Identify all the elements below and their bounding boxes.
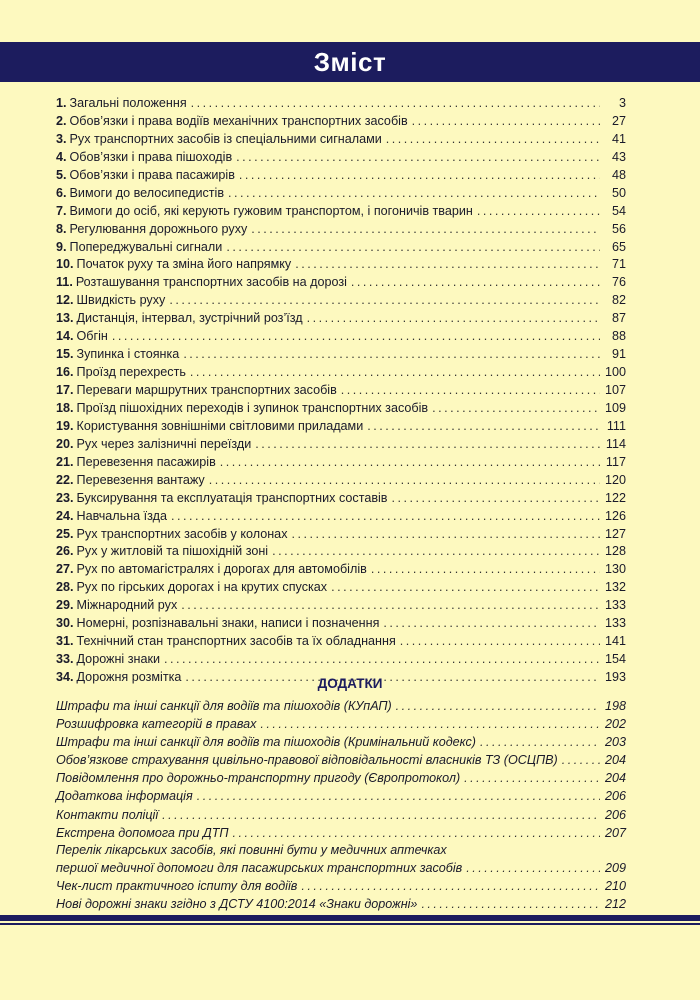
dot-leader bbox=[239, 167, 600, 185]
appendix-entry-title: Перелік лікарських засобів, які повинні бути у медичних аптечках bbox=[56, 842, 447, 857]
toc-entry[interactable] bbox=[56, 454, 626, 472]
dot-leader bbox=[307, 310, 600, 328]
toc-entry-title: Переваги маршрутних транспортних засобів bbox=[76, 383, 337, 397]
toc-entry-page: 132 bbox=[604, 580, 626, 595]
toc-entry-title: Дистанція, інтервал, зустрічний роз’їзд bbox=[76, 311, 303, 326]
appendix-entry-title: Штрафи та інші санкції для водіїв та пішоходів (КУпАП) bbox=[56, 699, 392, 713]
toc-entry[interactable] bbox=[56, 221, 626, 239]
toc-entry-page: 54 bbox=[611, 203, 626, 218]
dot-leader bbox=[292, 526, 601, 544]
toc-entry[interactable] bbox=[56, 418, 626, 436]
toc-entry[interactable] bbox=[56, 346, 626, 364]
appendix-entry[interactable] bbox=[56, 806, 626, 824]
toc-entry-title: Обов’язки і права водіїв механічних транспортних засобів bbox=[69, 113, 408, 128]
toc-entry-title: Рух по гірських дорогах і на крутих спусках bbox=[76, 580, 328, 595]
appendix-entry-page: 204 bbox=[604, 753, 626, 768]
toc-entry-number: 14. bbox=[56, 329, 74, 344]
toc-entry-page: 141 bbox=[604, 634, 626, 649]
toc-entry-number: 31. bbox=[56, 634, 74, 649]
toc-entry[interactable] bbox=[56, 472, 626, 490]
toc-entry-page: 3 bbox=[618, 96, 626, 110]
toc-entry-title: Рух у житловій та пішохідній зоні bbox=[76, 544, 269, 559]
toc-entry-title: Дорожня розмітка bbox=[76, 670, 182, 684]
toc-entry[interactable] bbox=[56, 310, 626, 328]
toc-entry-page: 127 bbox=[604, 526, 626, 541]
toc-entry-title: Рух транспортних засобів із спеціальними сигналами bbox=[69, 131, 382, 146]
toc-entry-page: 91 bbox=[611, 347, 626, 362]
appendix-entry-title: Чек-лист практичного іспиту для водіїв bbox=[56, 878, 298, 893]
toc-entry-title: Розташування транспортних засобів на дорозі bbox=[75, 275, 347, 290]
toc-entry[interactable] bbox=[56, 490, 626, 508]
toc-entry-number: 27. bbox=[56, 562, 74, 577]
appendix-heading: ДОДАТКИ bbox=[317, 676, 383, 691]
dot-leader bbox=[392, 490, 601, 508]
dot-leader bbox=[331, 579, 600, 597]
toc-entry[interactable] bbox=[56, 382, 626, 400]
toc-entry-number: 6. bbox=[56, 185, 67, 200]
appendix-entry-title: Повідомлення про дорожньо-транспортну пригоду (Європротокол) bbox=[56, 771, 461, 786]
toc-entry[interactable] bbox=[56, 633, 626, 651]
appendix-entry[interactable] bbox=[56, 895, 626, 913]
dot-leader bbox=[181, 597, 600, 615]
toc-entry[interactable] bbox=[56, 543, 626, 561]
toc-entry-page: 107 bbox=[604, 383, 626, 397]
toc-entry[interactable] bbox=[56, 561, 626, 579]
toc-entry[interactable] bbox=[56, 328, 626, 346]
toc-entry[interactable] bbox=[56, 526, 626, 544]
dot-leader bbox=[236, 149, 600, 167]
appendix-entry[interactable] bbox=[56, 751, 626, 769]
toc-entry-number: 18. bbox=[56, 400, 74, 415]
toc-entry-title: Технічний стан транспортних засобів та їх обладнання bbox=[76, 634, 396, 649]
toc-entry-number: 24. bbox=[56, 508, 74, 523]
toc-entry-number: 25. bbox=[56, 526, 74, 541]
dot-leader bbox=[251, 221, 600, 239]
toc-entry-number: 20. bbox=[56, 436, 74, 451]
toc-entry-title: Обов’язки і права пасажирів bbox=[69, 167, 235, 182]
toc-entry-page: 133 bbox=[604, 598, 626, 613]
toc-entry[interactable] bbox=[56, 95, 626, 113]
toc-entry-title: Проїзд пішохідних переходів і зупинок транспортних засобів bbox=[76, 400, 429, 415]
toc-entry[interactable] bbox=[56, 185, 626, 203]
toc-entry-title: Буксирування та експлуатація транспортних составів bbox=[76, 490, 388, 505]
table-of-contents bbox=[56, 95, 626, 687]
toc-entry-number: 16. bbox=[56, 365, 74, 380]
appendix-entry[interactable] bbox=[56, 859, 626, 877]
appendix-entry-page: 212 bbox=[604, 896, 626, 911]
dot-leader bbox=[197, 787, 600, 805]
dot-leader bbox=[209, 472, 600, 490]
toc-entry-title: Користування зовнішніми світловими приладами bbox=[76, 418, 364, 433]
toc-entry-page: 122 bbox=[604, 490, 626, 505]
toc-entry-title: Міжнародний рух bbox=[76, 598, 178, 613]
dot-leader bbox=[421, 895, 600, 913]
appendix-entry-title: першої медичної допомоги для пасажирських транспортних засобів bbox=[56, 860, 463, 875]
dot-leader bbox=[164, 651, 600, 669]
toc-entry[interactable] bbox=[56, 167, 626, 185]
toc-entry-title: Рух транспортних засобів у колонах bbox=[76, 526, 288, 541]
dot-leader bbox=[371, 561, 600, 579]
toc-entry-number: 34. bbox=[56, 670, 74, 684]
dot-leader bbox=[228, 185, 600, 203]
toc-entry-title: Початок руху та зміна його напрямку bbox=[76, 257, 292, 272]
appendix-entry[interactable] bbox=[56, 824, 626, 842]
toc-entry-number: 22. bbox=[56, 472, 74, 487]
appendix-entry-page: 202 bbox=[604, 717, 626, 732]
appendix-entry-page: 198 bbox=[604, 699, 626, 713]
dot-leader bbox=[400, 633, 600, 651]
dot-leader bbox=[233, 824, 600, 842]
dot-leader bbox=[255, 436, 600, 454]
toc-entry-page: 133 bbox=[604, 616, 626, 631]
appendix-entry[interactable] bbox=[56, 877, 626, 895]
dot-leader bbox=[169, 292, 600, 310]
toc-entry-number: 29. bbox=[56, 598, 74, 613]
appendix-entry-title: Обов’язкове страхування цивільно-правової відповідальності власників ТЗ (ОСЦПВ) bbox=[56, 753, 558, 768]
dot-leader bbox=[386, 131, 600, 149]
toc-entry-page: 87 bbox=[611, 311, 626, 326]
toc-entry[interactable] bbox=[56, 113, 626, 131]
appendix-entry-page: 210 bbox=[604, 878, 626, 893]
toc-entry-title: Обгін bbox=[76, 329, 108, 344]
toc-entry[interactable] bbox=[56, 274, 626, 292]
dot-leader bbox=[112, 328, 600, 346]
appendix-entry[interactable] bbox=[56, 842, 626, 859]
toc-entry-number: 10. bbox=[56, 257, 74, 272]
toc-entry[interactable] bbox=[56, 364, 626, 382]
dot-leader bbox=[301, 877, 600, 895]
toc-entry[interactable] bbox=[56, 203, 626, 221]
toc-entry-page: 117 bbox=[605, 454, 626, 469]
toc-entry-title: Проїзд перехресть bbox=[76, 365, 186, 380]
appendix-entry-title: Розшифровка категорій в правах bbox=[56, 717, 257, 732]
toc-entry[interactable] bbox=[56, 579, 626, 597]
dot-leader bbox=[477, 203, 600, 221]
toc-entry-number: 7. bbox=[56, 203, 67, 218]
bottom-divider bbox=[0, 923, 700, 925]
appendix-entry[interactable] bbox=[56, 697, 626, 715]
toc-entry-number: 8. bbox=[56, 221, 67, 236]
toc-entry-page: 114 bbox=[605, 436, 626, 451]
toc-entry-number: 17. bbox=[56, 383, 74, 397]
toc-entry-page: 130 bbox=[604, 562, 626, 577]
toc-entry[interactable] bbox=[56, 597, 626, 615]
dot-leader bbox=[191, 95, 600, 113]
dot-leader bbox=[351, 274, 600, 292]
toc-entry-page: 109 bbox=[604, 400, 626, 415]
toc-entry-number: 13. bbox=[56, 311, 74, 326]
toc-entry-number: 23. bbox=[56, 490, 74, 505]
appendix-entry[interactable] bbox=[56, 787, 626, 805]
toc-entry-number: 28. bbox=[56, 580, 74, 595]
toc-entry-title: Рух через залізничні переїзди bbox=[76, 436, 252, 451]
appendix-list bbox=[56, 697, 626, 913]
toc-entry-title: Перевезення пасажирів bbox=[76, 454, 216, 469]
toc-entry-page: 126 bbox=[604, 508, 626, 523]
toc-entry[interactable] bbox=[56, 436, 626, 454]
appendix-entry-title: Контакти поліції bbox=[56, 807, 159, 822]
dot-leader bbox=[295, 256, 600, 274]
toc-entry[interactable] bbox=[56, 400, 626, 418]
toc-entry-number: 3. bbox=[56, 131, 67, 146]
toc-entry-number: 21. bbox=[56, 454, 74, 469]
toc-entry-title: Зупинка і стоянка bbox=[76, 347, 180, 362]
toc-entry-page: 48 bbox=[611, 167, 626, 182]
bottom-bar bbox=[0, 915, 700, 921]
toc-entry-number: 1. bbox=[56, 96, 67, 110]
toc-entry-number: 2. bbox=[56, 113, 67, 128]
appendix-entry-page: 206 bbox=[604, 789, 626, 804]
dot-leader bbox=[272, 543, 600, 561]
dot-leader bbox=[464, 769, 600, 787]
toc-entry-title: Загальні положення bbox=[69, 96, 187, 110]
toc-entry-page: 111 bbox=[606, 418, 626, 433]
toc-entry-title: Попереджувальні сигнали bbox=[69, 239, 223, 254]
toc-entry-number: 33. bbox=[56, 652, 74, 667]
dot-leader bbox=[383, 615, 600, 633]
toc-entry-page: 27 bbox=[611, 113, 626, 128]
toc-entry[interactable] bbox=[56, 292, 626, 310]
toc-entry-title: Обов’язки і права пішоходів bbox=[69, 149, 233, 164]
toc-entry-page: 76 bbox=[611, 275, 626, 290]
toc-entry-page: 154 bbox=[604, 652, 626, 667]
toc-entry-title: Перевезення вантажу bbox=[76, 472, 205, 487]
appendix-entry[interactable] bbox=[56, 769, 626, 787]
dot-leader bbox=[260, 715, 600, 733]
toc-entry-number: 12. bbox=[56, 293, 74, 308]
appendix-entry-title: Додаткова інформація bbox=[56, 789, 193, 804]
toc-entry-page: 56 bbox=[611, 221, 626, 236]
dot-leader bbox=[190, 364, 600, 382]
dot-leader bbox=[226, 239, 600, 257]
dot-leader bbox=[396, 697, 600, 715]
toc-entry-page: 65 bbox=[611, 239, 626, 254]
toc-entry-number: 15. bbox=[56, 347, 74, 362]
dot-leader bbox=[466, 859, 600, 877]
toc-entry-number: 26. bbox=[56, 544, 74, 559]
toc-entry-number: 11. bbox=[56, 275, 73, 290]
appendix-entry-page: 203 bbox=[604, 735, 626, 750]
toc-entry-page: 100 bbox=[604, 365, 626, 380]
appendix-entry-title: Нові дорожні знаки згідно з ДСТУ 4100:2014 «Знаки дорожні» bbox=[56, 896, 418, 911]
toc-entry[interactable] bbox=[56, 256, 626, 274]
dot-leader bbox=[480, 733, 600, 751]
toc-entry-number: 5. bbox=[56, 167, 67, 182]
toc-entry-page: 50 bbox=[611, 185, 626, 200]
toc-entry[interactable] bbox=[56, 131, 626, 149]
toc-entry-page: 71 bbox=[611, 257, 626, 272]
toc-entry-title: Вимоги до велосипедистів bbox=[69, 185, 225, 200]
toc-entry-title: Рух по автомагістралях і дорогах для автомобілів bbox=[76, 562, 367, 577]
appendix-entry-page: 206 bbox=[604, 807, 626, 822]
toc-entry-number: 19. bbox=[56, 418, 74, 433]
toc-entry-title: Навчальна їзда bbox=[76, 508, 168, 523]
toc-entry-page: 41 bbox=[611, 131, 626, 146]
appendix-entry-page: 209 bbox=[604, 860, 626, 875]
dot-leader bbox=[562, 751, 600, 769]
toc-entry-number: 4. bbox=[56, 149, 67, 164]
dot-leader bbox=[367, 418, 600, 436]
toc-entry-page: 120 bbox=[604, 472, 626, 487]
toc-entry-number: 9. bbox=[56, 239, 67, 254]
toc-entry-number: 30. bbox=[56, 616, 74, 631]
toc-entry-title: Регулювання дорожнього руху bbox=[69, 221, 248, 236]
page-title: Зміст bbox=[313, 46, 387, 77]
toc-entry[interactable] bbox=[56, 239, 626, 257]
dot-leader bbox=[162, 806, 600, 824]
dot-leader bbox=[432, 400, 600, 418]
appendix-entry-title: Екстрена допомога при ДТП bbox=[56, 825, 229, 840]
appendix-entry-page: 207 bbox=[604, 825, 626, 840]
toc-entry-title: Номерні, розпізнавальні знаки, написи і позначення bbox=[76, 616, 380, 631]
toc-entry-page: 88 bbox=[611, 329, 626, 344]
toc-entry-title: Вимоги до осіб, які керують гужовим транспортом, і погоничів тварин bbox=[69, 203, 473, 218]
dot-leader bbox=[220, 454, 600, 472]
appendix-entry-title: Штрафи та інші санкції для водіїв та пішоходів (Кримінальний кодекс) bbox=[56, 735, 476, 750]
dot-leader bbox=[171, 508, 600, 526]
toc-entry-title: Дорожні знаки bbox=[76, 652, 161, 667]
toc-entry-page: 82 bbox=[611, 293, 626, 308]
toc-entry[interactable] bbox=[56, 508, 626, 526]
appendix-entry[interactable] bbox=[56, 733, 626, 751]
toc-entry[interactable] bbox=[56, 615, 626, 633]
toc-entry-page: 43 bbox=[611, 149, 626, 164]
dot-leader bbox=[412, 113, 600, 131]
dot-leader bbox=[341, 382, 600, 400]
toc-entry-title: Швидкість руху bbox=[76, 293, 166, 308]
appendix-entry-page: 204 bbox=[604, 771, 626, 786]
appendix-entry[interactable] bbox=[56, 715, 626, 733]
toc-entry[interactable] bbox=[56, 149, 626, 167]
dot-leader bbox=[183, 346, 600, 364]
toc-entry-page: 193 bbox=[604, 670, 626, 684]
header-bar bbox=[0, 42, 700, 82]
toc-entry-page: 128 bbox=[604, 544, 626, 559]
toc-entry[interactable] bbox=[56, 651, 626, 669]
